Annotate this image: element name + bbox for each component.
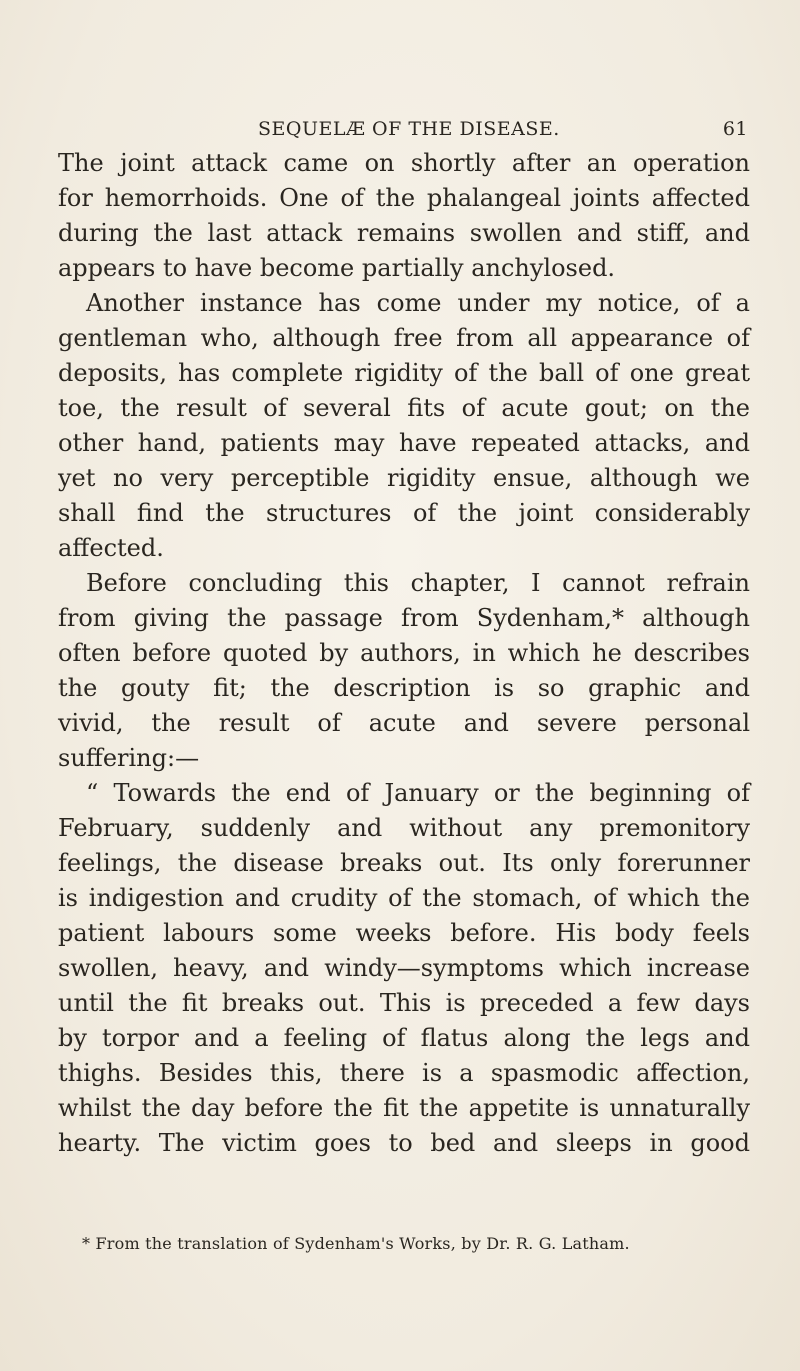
text-line: other hand, patients may have repeated attacks, and <box>58 429 750 457</box>
text-line: Another instance has come under my notice, of a <box>86 289 750 317</box>
text-line: February, suddenly and without any premonitory <box>58 814 750 842</box>
text-line: The joint attack came on shortly after an operation <box>58 149 750 177</box>
text-line: from giving the passage from Sydenham,* although <box>58 604 750 632</box>
text-line: thighs. Besides this, there is a spasmodic affection, <box>58 1059 750 1087</box>
text-line: by torpor and a feeling of flatus along the legs and <box>58 1024 750 1052</box>
text-line: the gouty fit; the description is so graphic and <box>58 674 750 702</box>
text-line: “ Towards the end of January or the beginning of <box>86 779 750 807</box>
text-line: swollen, heavy, and windy—symptoms which increase <box>58 954 750 982</box>
footnote: * From the translation of Sydenham's Works, by Dr. R. G. Latham. <box>82 1234 630 1253</box>
text-line: often before quoted by authors, in which he describes <box>58 639 750 667</box>
text-line: patient labours some weeks before. His body feels <box>58 919 750 947</box>
text-line: appears to have become partially anchylosed. <box>58 254 616 282</box>
text-line: hearty. The victim goes to bed and sleeps in good <box>58 1129 750 1157</box>
text-line: toe, the result of several fits of acute gout; on the <box>58 394 750 422</box>
page-number: 61 <box>722 118 748 140</box>
text-line: whilst the day before the fit the appetite is unnaturally <box>58 1094 750 1122</box>
text-line: Before concluding this chapter, I cannot refrain <box>86 569 750 597</box>
text-line: for hemorrhoids. One of the phalangeal joints affected <box>58 184 750 212</box>
text-line: gentleman who, although free from all appearance of <box>58 324 750 352</box>
text-line: vivid, the result of acute and severe personal <box>58 709 750 737</box>
text-line: yet no very perceptible rigidity ensue, although we <box>58 464 750 492</box>
text-line: affected. <box>58 534 164 562</box>
running-title: SEQUELÆ OF THE DISEASE. <box>258 118 560 140</box>
text-line: suffering:— <box>58 744 200 772</box>
text-line: is indigestion and crudity of the stomach, of which the <box>58 884 750 912</box>
running-head <box>258 118 748 146</box>
text-line: feelings, the disease breaks out. Its only forerunner <box>58 849 750 877</box>
text-line: during the last attack remains swollen and stiff, and <box>58 219 750 247</box>
text-line: until the fit breaks out. This is preceded a few days <box>58 989 750 1017</box>
body-text <box>58 146 750 1161</box>
text-line: deposits, has complete rigidity of the ball of one great <box>58 359 750 387</box>
text-line: shall find the structures of the joint considerably <box>58 499 750 527</box>
